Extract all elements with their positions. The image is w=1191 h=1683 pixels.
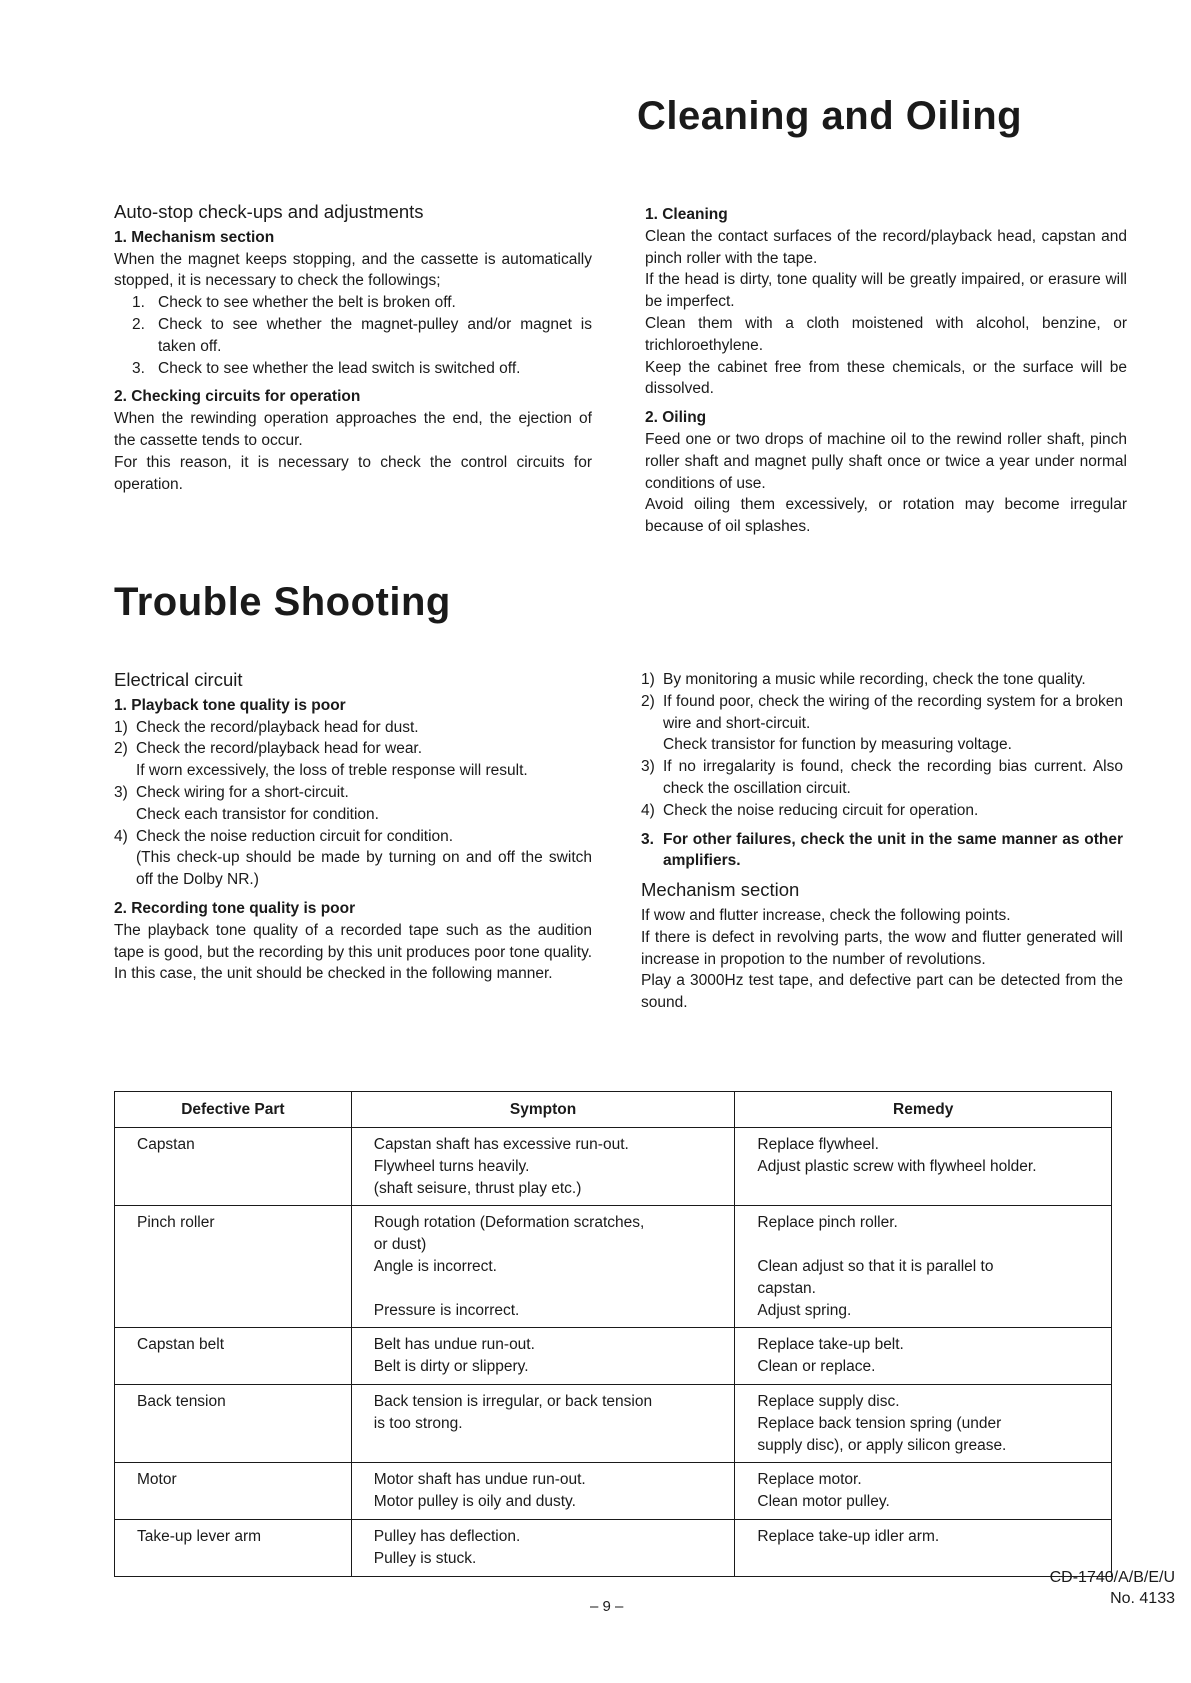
- list-item-note: Check each transistor for condition.: [136, 805, 379, 823]
- page-number: – 9 –: [590, 1598, 624, 1615]
- defective-part-cell: Motor: [115, 1463, 352, 1520]
- list-item: 4) Check the noise reduction circuit for condition.: [114, 827, 454, 845]
- remedy-line: Replace flywheel.: [757, 1136, 879, 1153]
- symptom-line: Angle is incorrect.: [373, 1257, 497, 1275]
- table-header-row: [115, 1092, 1112, 1128]
- list-item: 1) By monitoring a music while recording, check the tone quality.: [641, 671, 1086, 688]
- mechanism-text-1: If wow and flutter increase, check the following points.: [641, 906, 1011, 924]
- defective-part-cell: Take-up lever arm: [115, 1519, 352, 1576]
- oiling-text-1: Feed one or two drops of machine oil to the rewind roller shaft, pinch roller shaft and magnet pully shaft once or twice a year under normal conditions of use.: [645, 430, 1127, 492]
- symptom-line: or dust): [373, 1236, 427, 1254]
- list-item-note: If worn excessively, the loss of treble response will result.: [136, 762, 528, 780]
- list-item: 3. Check to see whether the lead switch is switched off.: [132, 359, 521, 377]
- symptom-line: Belt has undue run-out.: [373, 1336, 535, 1354]
- remedy-line: Adjust spring.: [757, 1301, 852, 1319]
- remedy-cell: [735, 1206, 1112, 1328]
- other-failures-note: 3. For other failures, check the unit in the same manner as other amplifiers.: [641, 830, 1123, 870]
- symptom-line: Back tension is irregular, or back tension: [373, 1392, 653, 1410]
- electrical-heading: Electrical circuit: [114, 669, 243, 690]
- circuits-text-2: For this reason, it is necessary to check the control circuits for operation.: [114, 453, 592, 493]
- remedy-line: supply disc), or apply silicon grease.: [757, 1436, 1007, 1454]
- remedy-line: Replace supply disc.: [757, 1392, 900, 1410]
- model-number: CD-1740/A/B/E/U: [1049, 1569, 1175, 1586]
- recording-steps-section: [641, 669, 1123, 1014]
- table-row: [115, 1328, 1112, 1385]
- symptom-line: Flywheel turns heavily.: [373, 1157, 530, 1175]
- list-item: 4) Check the noise reducing circuit for operation.: [641, 801, 979, 819]
- defective-part-cell: Back tension: [115, 1384, 352, 1462]
- list-item: 2) Check the record/playback head for wear.: [114, 740, 423, 758]
- symptom-cell: [351, 1328, 735, 1385]
- symptom-cell: [351, 1384, 735, 1462]
- symptom-line: (shaft seisure, thrust play etc.): [373, 1179, 582, 1197]
- remedy-line: Replace back tension spring (under: [757, 1414, 1002, 1432]
- autostop-section: [114, 201, 592, 495]
- remedy-line: Replace motor.: [757, 1471, 862, 1489]
- list-item-note: (This check-up should be made by turning on and off the switch off the Dolby NR.): [136, 849, 592, 889]
- table-row: [115, 1519, 1112, 1576]
- remedy-line: Clean or replace.: [757, 1358, 876, 1376]
- symptom-line: Motor pulley is oily and dusty.: [373, 1493, 576, 1511]
- mechanism-subheading: 1. Mechanism section: [114, 228, 275, 246]
- troubleshooting-table: [114, 1091, 1112, 1577]
- oiling-subheading: 2. Oiling: [645, 409, 707, 427]
- list-item: 2) If found poor, check the wiring of the recording system for a broken wire and short-circuit.: [641, 692, 1123, 732]
- cleaning-oiling-title: Cleaning and Oiling: [637, 94, 1023, 138]
- cleaning-section: [645, 204, 1127, 538]
- remedy-cell: [735, 1384, 1112, 1462]
- mechanism-text-3: Play a 3000Hz test tape, and defective part can be detected from the sound.: [641, 972, 1123, 1012]
- mechanism-text-2: If there is defect in revolving parts, the wow and flutter generated will increase in propotion to the number of revolutions.: [641, 928, 1123, 968]
- trouble-shooting-title: Trouble Shooting: [114, 580, 451, 624]
- list-item: 2. Check to see whether the magnet-pulley and/or magnet is taken off.: [132, 315, 592, 355]
- symptom-line: Rough rotation (Deformation scratches,: [373, 1214, 645, 1232]
- symptom-line: Capstan shaft has excessive run-out.: [373, 1136, 629, 1153]
- electrical-circuit-section: [114, 669, 592, 985]
- table-row: [115, 1206, 1112, 1328]
- oiling-text-2: Avoid oiling them excessively, or rotation may become irregular because of oil splashes.: [645, 496, 1127, 536]
- list-item: 1. Check to see whether the belt is broken off.: [132, 294, 456, 312]
- remedy-line: Replace pinch roller.: [757, 1214, 898, 1232]
- list-item: 3) If no irregalarity is found, check the recording bias current. Also check the oscillation circuit.: [641, 758, 1123, 797]
- list-item-note: Check transistor for function by measuring voltage.: [663, 736, 1012, 754]
- column-header: Remedy: [735, 1092, 1112, 1128]
- column-header: Defective Part: [115, 1092, 352, 1128]
- symptom-cell: [351, 1519, 735, 1576]
- playback-subheading: 1. Playback tone quality is poor: [114, 696, 346, 714]
- symptom-cell: [351, 1206, 735, 1328]
- autostop-heading: Auto-stop check-ups and adjustments: [114, 201, 424, 222]
- defective-part-cell: Pinch roller: [115, 1206, 352, 1328]
- cleaning-text-4: Keep the cabinet free from these chemicals, or the surface will be dissolved.: [645, 358, 1127, 398]
- symptom-line: Belt is dirty or slippery.: [373, 1358, 529, 1376]
- remedy-line: [757, 1234, 1101, 1256]
- table-row: [115, 1384, 1112, 1462]
- remedy-line: Clean motor pulley.: [757, 1493, 890, 1511]
- list-item: 3) Check wiring for a short-circuit.: [114, 783, 349, 801]
- symptom-cell: [351, 1128, 735, 1206]
- symptom-line: Motor shaft has undue run-out.: [373, 1471, 586, 1489]
- cleaning-subheading: 1. Cleaning: [645, 206, 728, 223]
- recording-subheading: 2. Recording tone quality is poor: [114, 899, 356, 917]
- symptom-cell: [351, 1463, 735, 1520]
- table-row: [115, 1463, 1112, 1520]
- checking-circuits-subheading: 2. Checking circuits for operation: [114, 388, 361, 406]
- symptom-line: Pressure is incorrect.: [373, 1301, 520, 1319]
- mechanism-text: When the magnet keeps stopping, and the cassette is automatically stopped, it is necessary to check the followings;: [114, 250, 592, 290]
- symptom-line: is too strong.: [373, 1414, 463, 1432]
- remedy-line: Adjust plastic screw with flywheel holder.: [757, 1157, 1037, 1175]
- table-row: [115, 1128, 1112, 1206]
- remedy-line: Clean adjust so that it is parallel to: [757, 1257, 994, 1275]
- column-header: Sympton: [351, 1092, 735, 1128]
- remedy-cell: [735, 1328, 1112, 1385]
- remedy-line: Replace take-up idler arm.: [757, 1527, 940, 1545]
- cleaning-text-1: Clean the contact surfaces of the record/playback head, capstan and pinch roller with the tape.: [645, 227, 1127, 267]
- list-item: 1) Check the record/playback head for dust.: [114, 718, 419, 736]
- symptom-line: Pulley is stuck.: [373, 1549, 477, 1567]
- cleaning-text-2: If the head is dirty, tone quality will be greatly impaired, or erasure will be imperfect.: [645, 271, 1127, 311]
- cleaning-text-3: Clean them with a cloth moistened with alcohol, benzine, or trichloroethylene.: [645, 314, 1127, 354]
- remedy-cell: [735, 1463, 1112, 1520]
- model-info: [1017, 1567, 1175, 1609]
- circuits-text-1: When the rewinding operation approaches the end, the ejection of the cassette tends to occur.: [114, 410, 592, 449]
- document-number: No. 4133: [1110, 1590, 1175, 1607]
- remedy-line: capstan.: [757, 1279, 816, 1297]
- recording-text: The playback tone quality of a recorded tape such as the audition tape is good, but the recording by this unit produces poor tone quality. In this case, the unit should be checked in the following manner.: [114, 921, 592, 983]
- mechanism-heading: Mechanism section: [641, 879, 800, 901]
- symptom-line: [374, 1278, 725, 1300]
- defective-part-cell: Capstan belt: [115, 1328, 352, 1385]
- remedy-cell: [735, 1128, 1112, 1206]
- defective-part-cell: Capstan: [115, 1128, 352, 1206]
- remedy-line: Replace take-up belt.: [757, 1336, 904, 1354]
- symptom-line: Pulley has deflection.: [373, 1527, 521, 1545]
